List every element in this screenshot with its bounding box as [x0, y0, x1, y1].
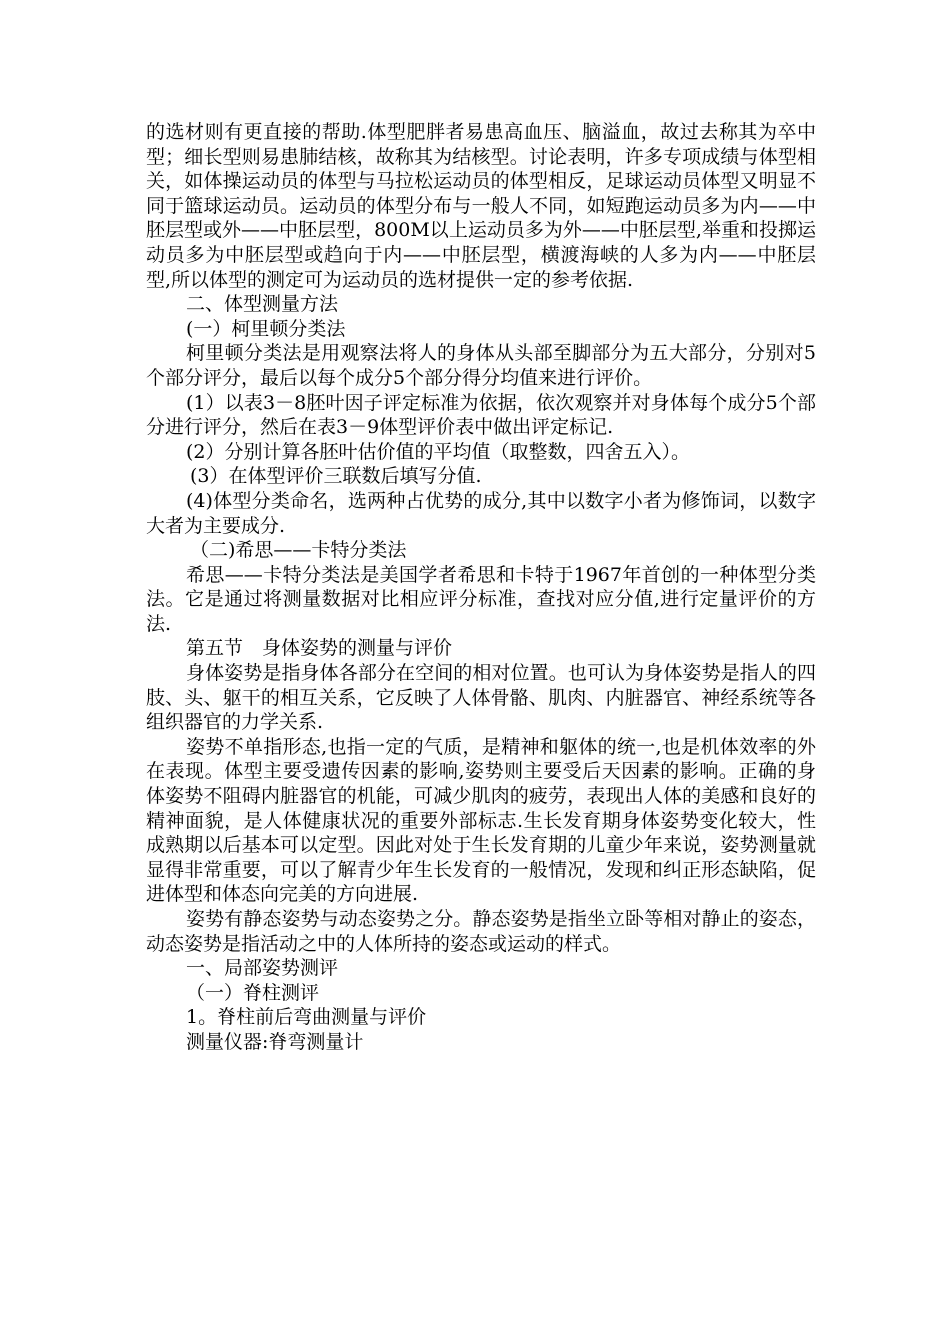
paragraph-step-3: (3）在体型评价三联数后填写分值.	[190, 465, 482, 488]
paragraph-step-2: (2）分别计算各胚叶估价值的平均值（取整数，四舍五入）。	[186, 440, 691, 463]
heading-local-posture: 一、局部姿势测评	[186, 957, 339, 980]
paragraph-cureton-intro: 柯里顿分类法是用观察法将人的身体从头部至脚部分为五大部分，分别对5个部分评分，最后以每个成分5个部分得分均值来进行评价。	[146, 342, 816, 389]
paragraph-posture-importance: 姿势不单指形态,也指一定的气质，是精神和躯体的统一,也是机体效率的外在表现。体型主要受遗传因素的影响,姿势则主要受后天因素的影响。正确的身体姿势不阻碍内脏器官的机能，可减少肌肉的疲劳，表现出人体的美感和良好的精神面貌，是人体健康状况的重要外部标志.生长发育期身体姿势变化较大，性成熟期以后基本可以定型。因此对处于生长发育期的儿童少年来说，姿势测量就显得非常重要，可以了解青少年生长发育的一般情况，发现和纠正形态缺陷，促进体型和体态向完美的方向进展.	[146, 735, 816, 906]
document-page	[146, 120, 816, 1055]
paragraph-heath-carter: 希思——卡特分类法是美国学者希思和卡特于1967年首创的一种体型分类法。它是通过将测量数据对比相应评分标准，查找对应分值,进行定量评价的方法.	[146, 563, 816, 635]
heading-instrument: 测量仪器:脊弯测量计	[186, 1030, 364, 1053]
heading-somatotype-methods: 二、体型测量方法	[186, 293, 339, 316]
heading-heath-carter-method: （二)希思——卡特分类法	[190, 539, 407, 562]
heading-cureton-method: (一）柯里顿分类法	[186, 317, 346, 340]
paragraph-step-1: (1）以表3－8胚叶因子评定标准为依据，依次观察并对身体每个成分5个部分进行评分，然后在表3－9体型评价表中做出评定标记.	[146, 391, 816, 439]
paragraph-step-4: (4)体型分类命名，选两种占优势的成分,其中以数字小者为修饰词，以数字大者为主要成分.	[146, 489, 816, 537]
paragraph-posture-types: 姿势有静态姿势与动态姿势之分。静态姿势是指坐立卧等相对静止的姿态，动态姿势是指活动之中的人体所持的姿态或运动的样式。	[146, 908, 816, 955]
heading-section-5: 第五节 身体姿势的测量与评价	[186, 637, 453, 660]
paragraph-posture-definition: 身体姿势是指身体各部分在空间的相对位置。也可认为身体姿势是指人的四肢、头、躯干的相互关系，它反映了人体骨骼、肌肉、内脏器官、神经系统等各组织器官的力学关系.	[146, 662, 816, 734]
heading-spine-assessment: （一）脊柱测评	[186, 981, 320, 1004]
heading-spine-curvature: 1。脊柱前后弯曲测量与评价	[186, 1006, 427, 1029]
paragraph-somatotype-selection: 的选材则有更直接的帮助.体型肥胖者易患高血压、脑溢血，故过去称其为卒中型；细长型则易患肺结核，故称其为结核型。讨论表明，许多专项成绩与体型相关，如体操运动员的体型与马拉松运动员的体型相反，足球运动员体型又明显不同于篮球运动员。运动员的体型分布与一般人不同，如短跑运动员多为内——中胚层型或外——中胚层型，800M以上运动员多为外——中胚层型,举重和投掷运动员多为中胚层型或趋向于内——中胚层型，横渡海峡的人多为内——中胚层型,所以体型的测定可为运动员的选材提供一定的参考依据.	[146, 121, 816, 291]
